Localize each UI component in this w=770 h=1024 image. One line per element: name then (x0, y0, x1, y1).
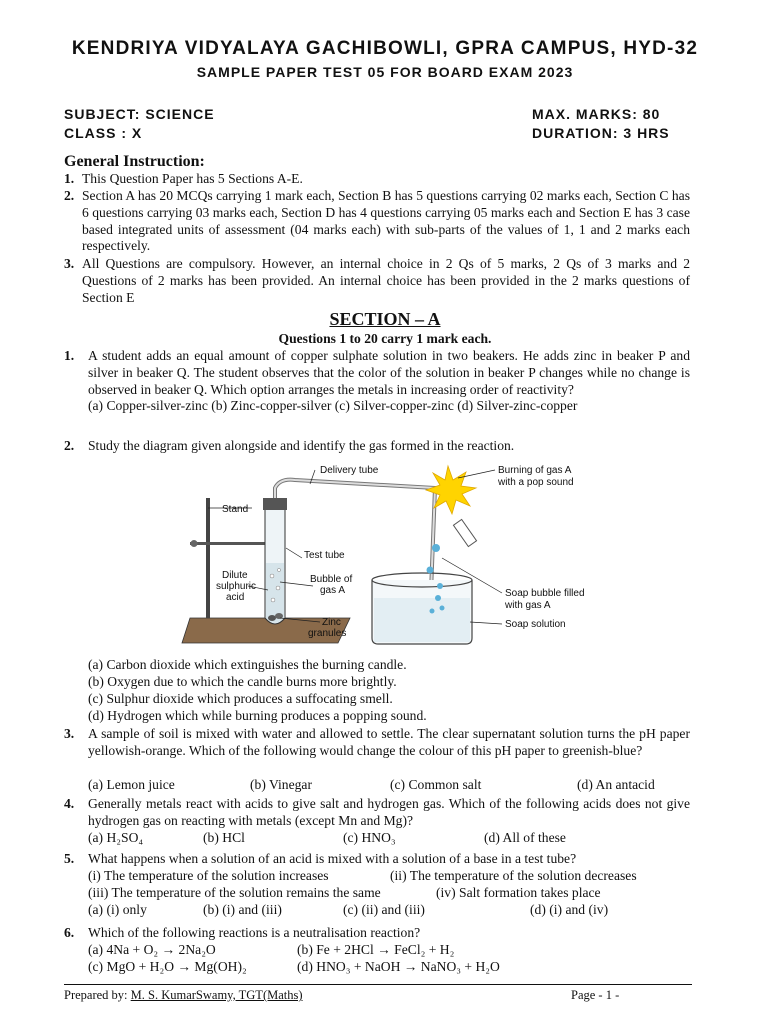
label-delivery-tube: Delivery tube (320, 465, 379, 476)
question-4 (64, 796, 690, 830)
q5-option-c: (c) (ii) and (iii) (343, 902, 425, 917)
question-options: (a) Copper-silver-zinc (b) Zinc-copper-silver (c) Silver-copper-zinc (d) Silver-zinc-copper (88, 398, 578, 414)
exam-title: SAMPLE PAPER TEST 05 FOR BOARD EXAM 2023 (196, 64, 574, 80)
bubble (427, 567, 434, 574)
q2-option-d: (d) Hydrogen which while burning produces a popping sound. (88, 708, 427, 723)
instructions-title: General Instruction: (64, 153, 205, 170)
footer-prepared-by (64, 988, 303, 1003)
clamp-arm (190, 542, 270, 545)
candle (453, 519, 476, 546)
zinc-granule (268, 615, 276, 621)
q4-option-c: (c) HNO₃ (343, 830, 396, 845)
q5-statement-1: (i) The temperature of the solution increases (88, 868, 329, 883)
q4-option-b: (b) HCl (203, 830, 245, 845)
instruction-item (64, 256, 690, 306)
footer-author: M. S. KumarSwamy, TGT(Maths) (130, 988, 303, 1002)
q2-option-a: (a) Carbon dioxide which extinguishes the burning candle. (88, 657, 407, 672)
label-burning-2: with a pop sound (498, 477, 574, 488)
question-text: What happens when a solution of an acid is mixed with a solution of a base in a test tube? (88, 851, 577, 866)
label-acid-3: acid (226, 592, 245, 603)
label-soap-1: Soap bubble filled (505, 588, 585, 599)
q5-statement-4: (iv) Salt formation takes place (436, 885, 601, 900)
question-1 (64, 348, 690, 415)
question-number: 4. (64, 796, 75, 811)
q5-option-a: (a) (i) only (88, 902, 147, 917)
question-text: Generally metals react with acids to give salt and hydrogen gas. Which of the following acids does not give hydrogen gas on reacting with metals (except Mn and Mg)? (88, 796, 690, 828)
q5-statement-3: (iii) The temperature of the solution remains the same (88, 885, 381, 900)
label-bubble-1: Bubble of (310, 574, 353, 585)
stand-rod (206, 498, 210, 618)
instruction-number: 1. (64, 171, 75, 186)
q5-statement-2: (ii) The temperature of the solution decreases (390, 868, 637, 883)
label-stand: Stand (222, 504, 249, 515)
q4-option-a: (a) H₂SO₄ (88, 830, 144, 845)
bubble (432, 544, 440, 552)
bubble (435, 595, 441, 601)
instruction-text: All Questions are compulsory. However, an internal choice in 2 Qs of 5 marks, 2 Qs of 3 marks and 2 Questions of 2 marks has been provided. An internal choice has been provided in the 2 marks questions of Section E (82, 256, 690, 305)
question-5 (64, 851, 690, 868)
section-title-text: SECTION – A (329, 309, 441, 329)
q4-option-d: (d) All of these (484, 830, 566, 845)
clamp-knob (191, 540, 198, 547)
instruction-item (64, 188, 690, 255)
label-bubble-2: gas A (320, 585, 346, 596)
test-tube-cork (263, 498, 287, 510)
q6-option-a: (a) 4Na + O₂ → 2Na₂O (88, 942, 216, 957)
question-number: 2. (64, 438, 75, 453)
bubble (437, 583, 443, 589)
bubble (430, 609, 435, 614)
q5-option-b: (b) (i) and (iii) (203, 902, 282, 917)
question-text: Study the diagram given alongside and identify the gas formed in the reaction. (88, 438, 515, 453)
q3-option-d: (d) An antacid (577, 777, 655, 792)
hydrogen-experiment-diagram (180, 458, 600, 653)
q5-option-d: (d) (i) and (iv) (530, 902, 609, 917)
label-soap-solution: Soap solution (505, 619, 566, 630)
q2-option-c: (c) Sulphur dioxide which produces a suffocating smell. (88, 691, 393, 706)
instruction-text: This Question Paper has 5 Sections A-E. (82, 171, 303, 186)
subject-label: SUBJECT: SCIENCE (64, 106, 215, 122)
duration-label: DURATION: 3 HRS (532, 125, 670, 141)
section-title (0, 309, 770, 330)
q6-option-c: (c) MgO + H₂O → Mg(OH)₂ (88, 959, 247, 974)
label-acid-1: Dilute (222, 570, 248, 581)
question-number: 5. (64, 851, 75, 866)
question-text: Which of the following reactions is a neutralisation reaction? (88, 925, 421, 940)
instruction-number: 3. (64, 256, 75, 271)
label-zinc-2: granules (308, 628, 347, 639)
q3-option-a: (a) Lemon juice (88, 777, 175, 792)
bubble (440, 606, 445, 611)
label-soap-2: with gas A (505, 600, 551, 611)
question-number: 3. (64, 726, 75, 741)
label-burning-1: Burning of gas A (498, 465, 572, 476)
q3-option-b: (b) Vinegar (250, 777, 312, 792)
label-test-tube: Test tube (304, 550, 345, 561)
q6-option-d: (d) HNO₃ + NaOH → NaNO₃ + H₂O (297, 959, 500, 974)
footer-divider (64, 984, 692, 985)
q6-option-b: (b) Fe + 2HCl → FeCl₂ + H₂ (297, 942, 455, 957)
q3-option-c: (c) Common salt (390, 777, 482, 792)
question-number: 1. (64, 348, 75, 363)
section-subtitle: Questions 1 to 20 carry 1 mark each. (278, 331, 492, 346)
question-text: A sample of soil is mixed with water and allowed to settle. The clear supernatant solution turns the pH paper yellowish-orange. Which of the following would change the colour of this pH paper to greenish-blue? (88, 726, 690, 758)
soap-solution (374, 598, 470, 642)
question-3 (64, 726, 690, 760)
question-6 (64, 925, 690, 942)
school-title: KENDRIYA VIDYALAYA GACHIBOWLI, GPRA CAMPUS, HYD-32 (71, 38, 699, 59)
label-acid-2: sulphuric (216, 581, 257, 592)
question-2 (64, 438, 690, 455)
question-number: 6. (64, 925, 75, 940)
footer-page-number: Page - 1 - (571, 988, 620, 1002)
footer-prepared-label: Prepared by: (64, 988, 131, 1002)
max-marks-label: MAX. MARKS: 80 (532, 106, 661, 122)
question-text: A student adds an equal amount of copper sulphate solution in two beakers. He adds zinc in beaker P and silver in beaker Q. The student observes that the color of the solution in beaker P changes while no change is observed in beaker Q. Which option arranges the metals in increasing order of reactivity? (88, 348, 690, 397)
q2-option-b: (b) Oxygen due to which the candle burns more brightly. (88, 674, 397, 689)
label-zinc-1: Zinc (322, 617, 341, 628)
instruction-number: 2. (64, 188, 75, 203)
instruction-text: Section A has 20 MCQs carrying 1 mark each, Section B has 5 questions carrying 02 marks each, Section C has 6 questions carrying 03 marks each, Section D has 4 questions carrying 05 marks each and Section E has 3 case based integrated units of assessment (04 marks each) with sub-parts of the values of 1, 1 and 2 marks each respectively. (82, 188, 690, 254)
instruction-item (64, 171, 690, 188)
class-label: CLASS : X (64, 125, 143, 141)
